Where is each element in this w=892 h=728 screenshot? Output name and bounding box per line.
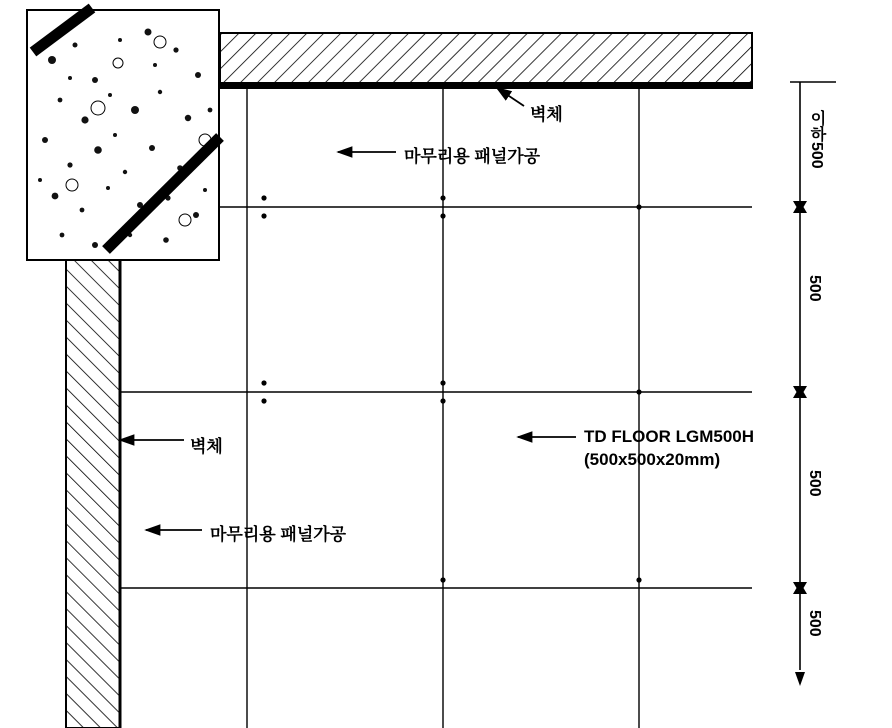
wall-top-hatch — [220, 33, 752, 88]
label-wall-top: 벽체 — [530, 105, 563, 124]
dimension-3: 500 — [806, 610, 823, 637]
concrete-detail-inset — [27, 8, 220, 260]
dimension-top: 이하500 — [808, 110, 825, 169]
dimension-line — [790, 82, 836, 686]
dimension-1: 500 — [806, 275, 823, 302]
label-wall-left: 벽체 — [190, 437, 223, 456]
label-td-floor-size: (500x500x20mm) — [584, 450, 721, 469]
wall-left-hatch — [66, 258, 120, 728]
label-panel-top: 마무리용 패널가공 — [404, 147, 541, 166]
label-panel-left: 마무리용 패널가공 — [210, 525, 347, 544]
label-td-floor: TD FLOOR LGM500H — [584, 427, 755, 446]
dimension-2: 500 — [806, 470, 823, 497]
